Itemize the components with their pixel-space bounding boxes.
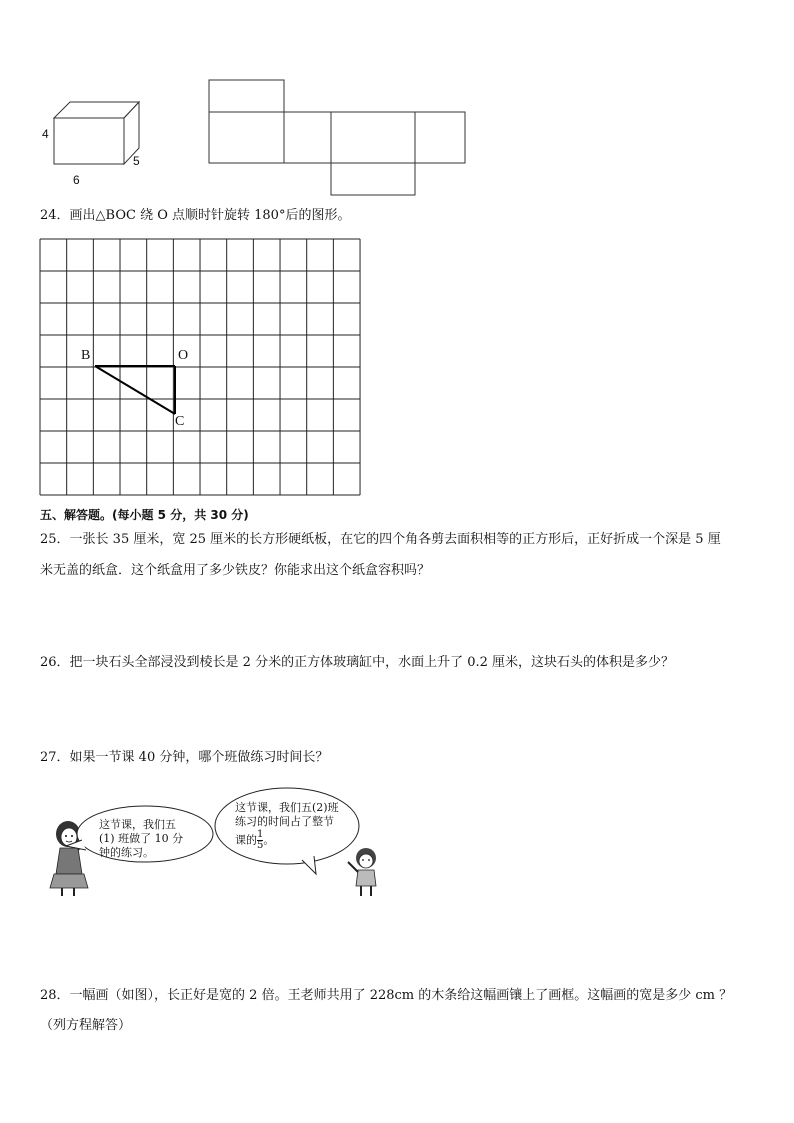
question-26-text: 26．把一块石头全部浸没到棱长是 2 分米的正方体玻璃缸中，水面上升了 0.2 厘米，这块石头的体积是多少？ — [40, 655, 675, 670]
question-25-line-1: 25．一张长 35 厘米，宽 25 厘米的长方形硬纸板，在它的四个角各剪去面积相等的正方形后，正好折成一个深是 5 厘 — [40, 532, 721, 547]
triangle-side-bc — [95, 366, 175, 414]
section-5-heading: 五、解答题。(每小题 5 分，共 30 分) — [40, 508, 249, 522]
cuboid-height-label: 4 — [42, 127, 49, 141]
question-28-line-1: 28．一幅画（如图），长正好是宽的 2 倍。王老师共用了 228cm 的木条给这幅画镶上了画框。这幅画的宽是多少 cm ？ — [40, 988, 733, 1003]
fraction-denominator: 5 — [257, 840, 264, 851]
cuboid-length-label: 6 — [73, 173, 80, 187]
question-27-text: 27．如果一节课 40 分钟，哪个班做练习时间长？ — [40, 750, 329, 765]
girl-bubble-line-2: (1) 班做了 10 分 — [99, 832, 184, 845]
cuboid-figure — [50, 98, 145, 168]
boy-illustration — [342, 846, 388, 898]
cuboid-net-figure — [207, 78, 469, 198]
question-28-line-2: （列方程解答） — [40, 1018, 132, 1033]
fraction-numerator: 1 — [257, 829, 264, 840]
point-b-label: B — [81, 348, 91, 363]
question-25-line-2: 米无盖的纸盒．这个纸盒用了多少铁皮？你能求出这个纸盒容积吗？ — [40, 563, 431, 578]
boy-bubble-line-3-suffix: 。 — [263, 833, 275, 847]
boy-bubble-line-3 — [235, 830, 274, 851]
rotation-grid — [39, 238, 363, 496]
boy-bubble-line-2: 练习的时间占了整节 — [235, 815, 334, 828]
girl-bubble-line-3: 钟的练习。 — [99, 846, 154, 859]
cuboid-width-label: 5 — [133, 154, 140, 168]
point-c-label: C — [175, 414, 185, 429]
boy-bubble-line-3-prefix: 课的 — [235, 833, 257, 847]
girl-bubble-line-1: 这节课，我们五 — [99, 818, 176, 831]
point-o-label: O — [178, 348, 189, 363]
question-24-text: 24．画出△BOC 绕 O 点顺时针旋转 180°后的图形。 — [40, 208, 351, 223]
boy-bubble-line-1: 这节课，我们五(2)班 — [235, 801, 339, 814]
